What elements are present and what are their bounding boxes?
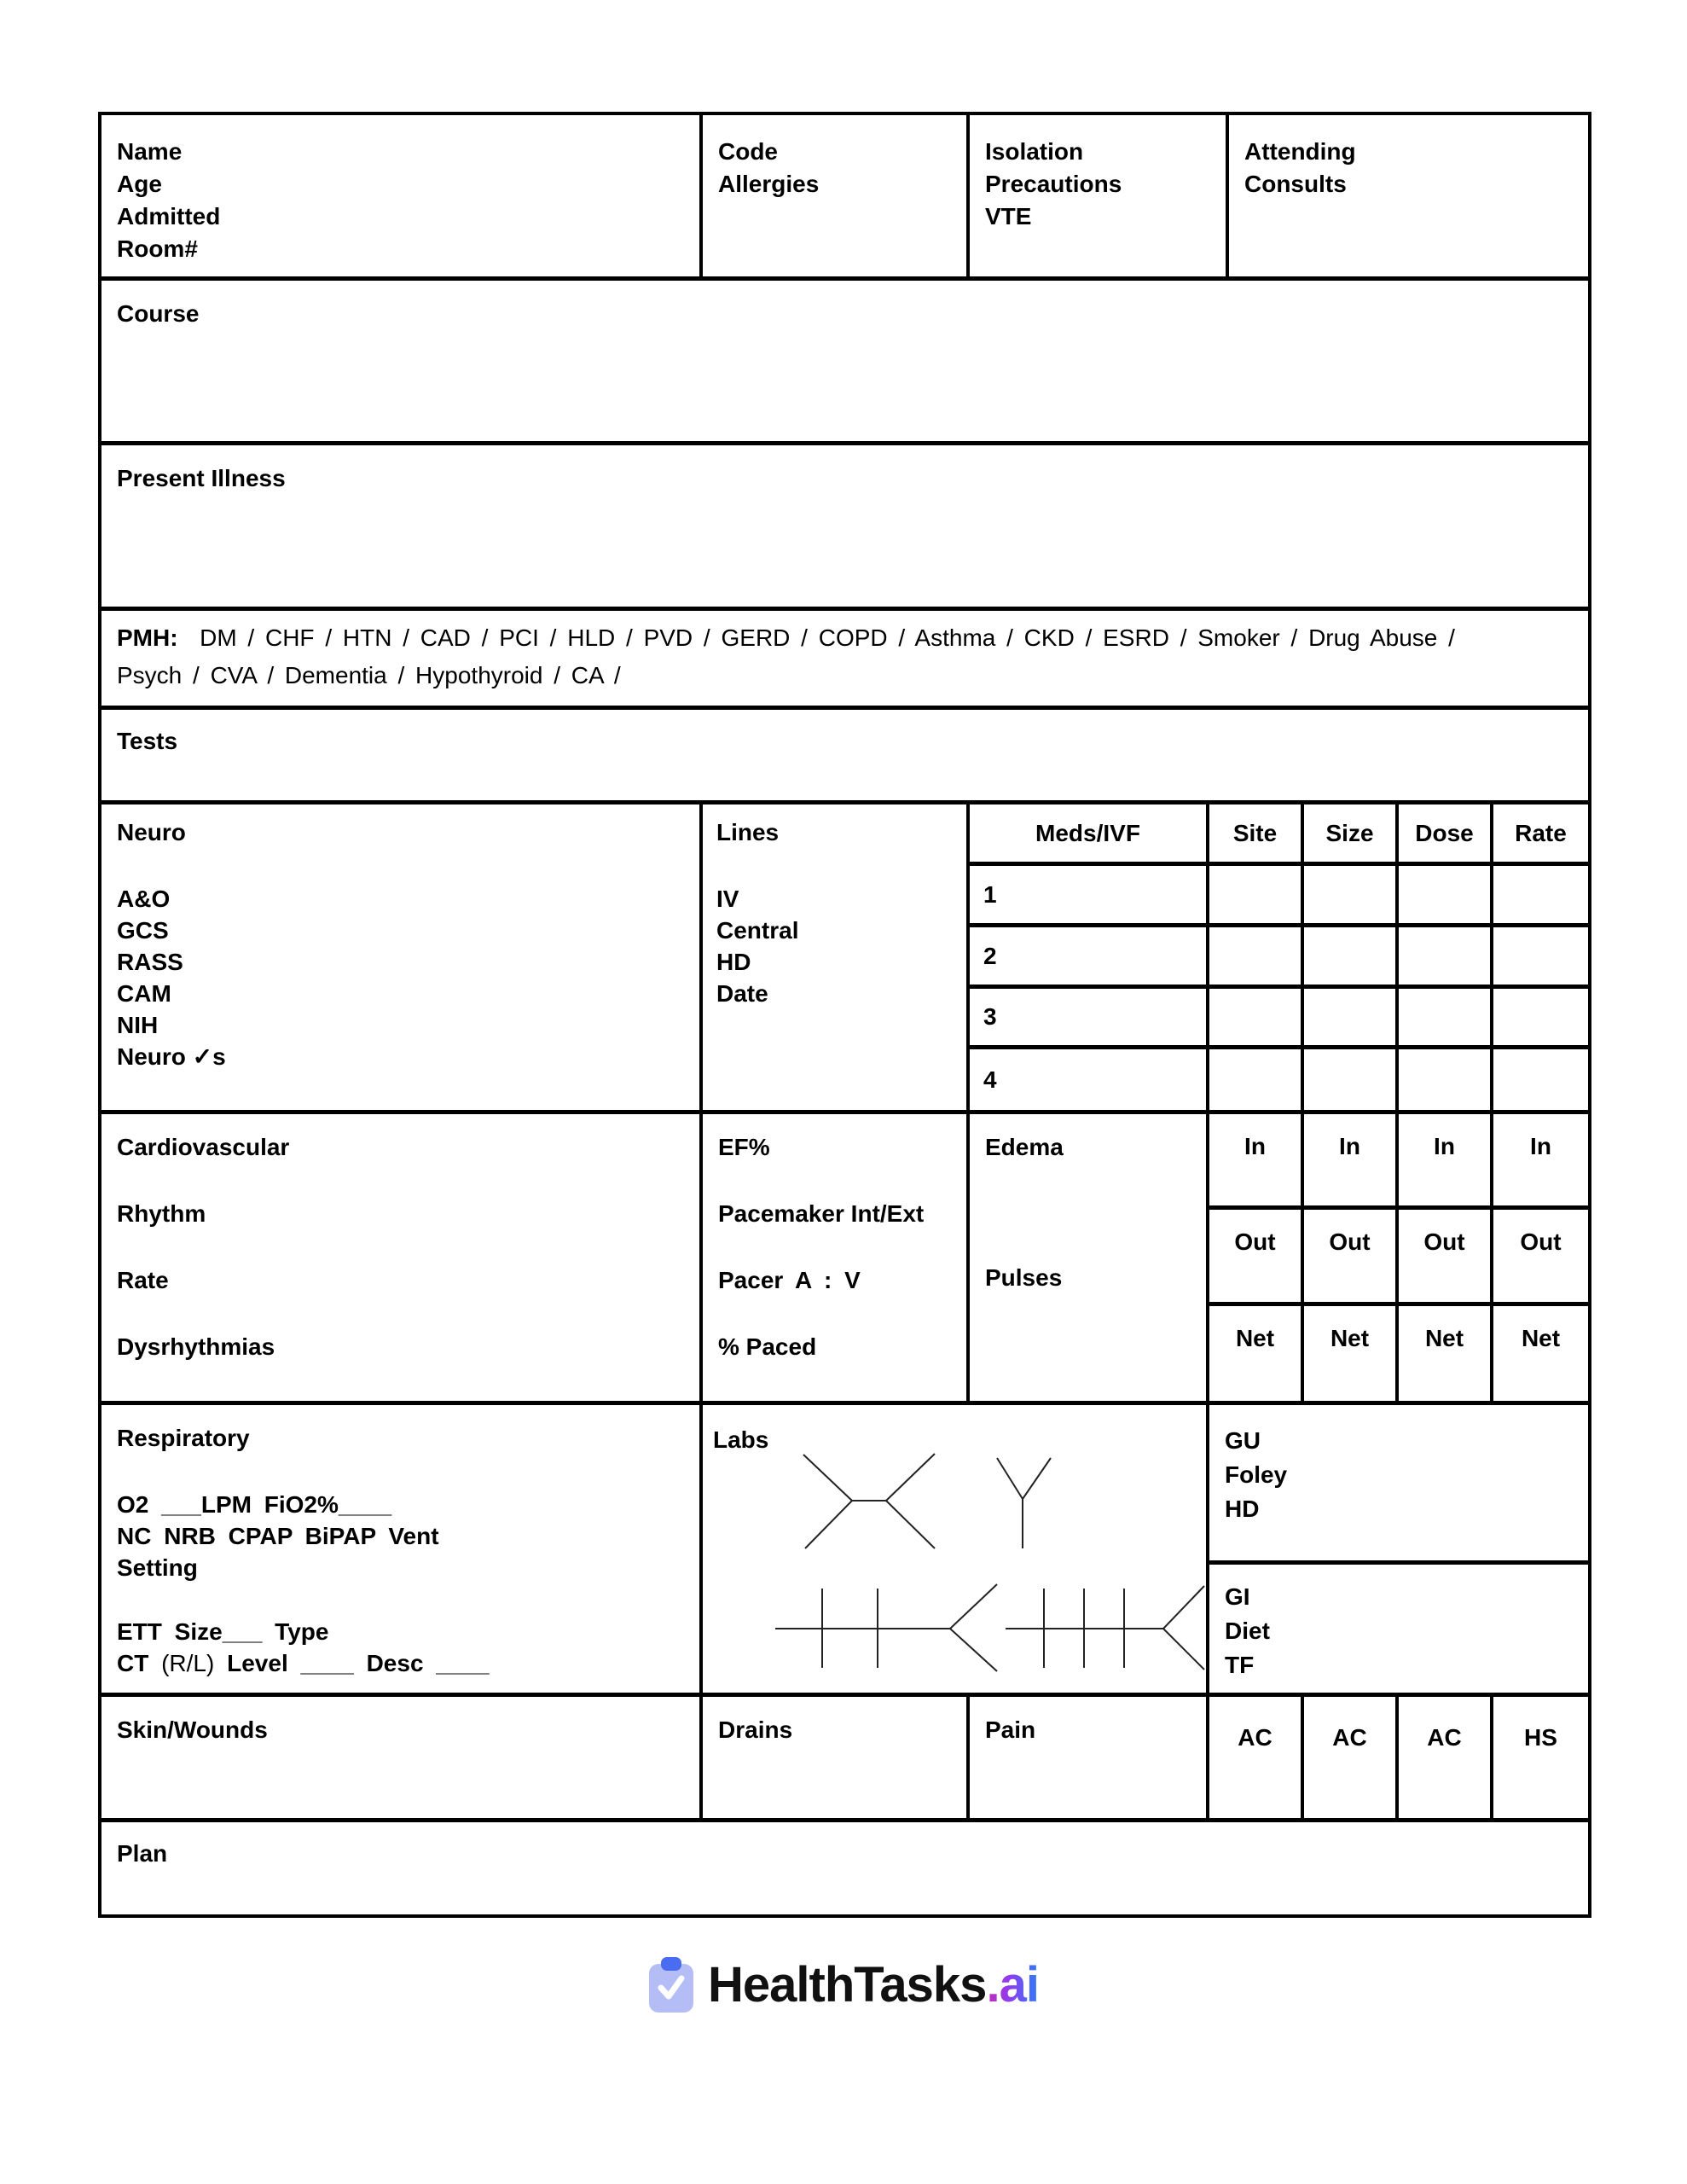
setting-label: Setting [117, 1554, 198, 1581]
y-fishbone-diagram [997, 1458, 1051, 1548]
oxygen-modes-line: NC NRB CPAP BiPAP Vent [117, 1523, 439, 1549]
in-cell: In [1399, 1114, 1493, 1205]
net-cell: Net [1399, 1306, 1493, 1401]
out-cell: Out [1304, 1210, 1399, 1301]
skin-row [101, 1697, 1588, 1822]
ac-cell: AC [1209, 1697, 1304, 1818]
meds-dose-cell [1399, 866, 1493, 923]
meds-row-2 [970, 927, 1588, 989]
neuro-item-rass: RASS [117, 949, 183, 975]
age-label: Age [117, 171, 162, 197]
neuro-item-gcs: GCS [117, 917, 169, 944]
output-row [1209, 1210, 1588, 1305]
isolation-cell [970, 115, 1229, 276]
neuro-items [117, 883, 684, 1072]
percent-paced-label: % Paced [718, 1333, 817, 1360]
lab-fishbone-diagrams [703, 1405, 1206, 1693]
clipboard-check-icon [648, 1955, 694, 2013]
meds-site-cell [1209, 989, 1304, 1045]
gi-cell [1209, 1565, 1588, 1693]
pacer-av-label: Pacer A : V [718, 1267, 861, 1293]
tests-cell [101, 710, 1588, 800]
size-column-header: Size [1304, 804, 1399, 862]
ett-size-line: ETT Size___ Type [117, 1618, 329, 1645]
attending-label: Attending [1244, 138, 1356, 165]
brand-suffix: .ai [986, 1956, 1039, 2013]
net-cell: Net [1304, 1306, 1399, 1401]
intake-row [1209, 1114, 1588, 1210]
meds-rate-cell [1493, 989, 1588, 1045]
ct-level-desc-label: Level ____ Desc ____ [227, 1650, 490, 1676]
labs-label: Labs [713, 1426, 769, 1453]
cbc-fishbone-diagram [803, 1454, 935, 1548]
pmh-label: PMH: [117, 624, 178, 651]
ct-rl-label: (R/L) [161, 1650, 215, 1676]
ac-cell: AC [1304, 1697, 1399, 1818]
neuro-item-ao: A&O [117, 886, 171, 912]
respiratory-row [101, 1405, 1588, 1697]
meds-size-cell [1304, 1049, 1399, 1110]
meds-site-cell [1209, 1049, 1304, 1110]
diet-label: Diet [1225, 1618, 1270, 1645]
meds-row-number: 4 [970, 1049, 1209, 1110]
net-row [1209, 1306, 1588, 1401]
lines-cell [703, 804, 970, 1110]
drains-cell [703, 1697, 970, 1818]
meds-row-4 [970, 1049, 1588, 1110]
isolation-label: Isolation [985, 138, 1084, 165]
rhythm-label: Rhythm [117, 1200, 206, 1227]
meds-ivf-block [970, 804, 1588, 1110]
site-column-header: Site [1209, 804, 1304, 862]
brand-name: HealthTasks [708, 1956, 987, 2013]
gi-section [1209, 1565, 1588, 1693]
drains-label: Drains [718, 1716, 793, 1743]
code-allergies-cell [703, 115, 970, 276]
respiratory-title: Respiratory [117, 1425, 250, 1451]
out-cell: Out [1520, 1228, 1562, 1256]
meds-rate-cell [1493, 1049, 1588, 1110]
skin-wounds-cell [101, 1697, 703, 1818]
meds-row-number: 2 [970, 927, 1209, 985]
edema-pulses-cell [970, 1114, 1209, 1401]
ef-pacer-cell [703, 1114, 970, 1401]
neuro-item-checks: Neuro ✓s [117, 1043, 226, 1070]
course-cell [101, 281, 1588, 441]
header-row [101, 115, 1588, 281]
plan-row [101, 1822, 1588, 1914]
hs-cell: HS [1524, 1724, 1557, 1751]
pmh-row [101, 611, 1588, 710]
meds-header-row [970, 804, 1588, 866]
pmh-history-list-1: DM / CHF / HTN / CAD / PCI / HLD / PVD / GERD / COPD / Asthma / CKD / ESRD / Smoker / Drug Abuse / [200, 624, 1455, 651]
healthtasks-logo [0, 1955, 1687, 2013]
present-illness-row [101, 445, 1588, 611]
gu-gi-block [1209, 1405, 1588, 1693]
gu-cell [1209, 1405, 1588, 1560]
room-label: Room# [117, 235, 198, 262]
respiratory-cell [101, 1405, 703, 1693]
rate-label: Rate [117, 1267, 169, 1293]
gu-label: GU [1225, 1427, 1261, 1454]
meds-rate-cell [1493, 866, 1588, 923]
o2-fio2-line: O2 ___LPM FiO2%____ [117, 1491, 392, 1518]
cardiovascular-cell [101, 1114, 703, 1401]
meds-row-number: 1 [970, 866, 1209, 923]
bmp-fishbone-diagram [775, 1584, 997, 1671]
tests-label: Tests [117, 728, 178, 754]
pmh-cell [101, 611, 1588, 706]
net-cell: Net [1209, 1306, 1304, 1401]
pmh-line-2: Psych / CVA / Dementia / Hypothyroid / CA / [117, 662, 621, 688]
cardiovascular-row [101, 1114, 1588, 1405]
meds-size-cell [1304, 989, 1399, 1045]
out-cell: Out [1399, 1210, 1493, 1301]
tests-row [101, 710, 1588, 804]
bmp-fishbone-diagram [1006, 1586, 1204, 1670]
brand-wordmark [708, 1956, 1039, 2013]
gi-label: GI [1225, 1583, 1250, 1611]
lines-items [716, 883, 953, 1009]
pulses-label: Pulses [985, 1264, 1063, 1291]
consults-label: Consults [1244, 171, 1347, 197]
labs-cell [703, 1405, 1209, 1693]
dysrhythmias-label: Dysrhythmias [117, 1333, 275, 1360]
meds-dose-cell [1399, 1049, 1493, 1110]
meds-dose-cell [1399, 989, 1493, 1045]
present-illness-cell [101, 445, 1588, 607]
meds-site-cell [1209, 866, 1304, 923]
meds-row-number: 3 [970, 989, 1209, 1045]
vte-label: VTE [985, 203, 1032, 229]
pacemaker-label: Pacemaker Int/Ext [718, 1200, 925, 1227]
meds-size-cell [1304, 927, 1399, 985]
lines-title: Lines [716, 819, 780, 845]
hd-label: HD [1225, 1496, 1260, 1522]
course-row [101, 281, 1588, 445]
rate-column-header: Rate [1515, 819, 1567, 846]
neuro-item-cam: CAM [117, 980, 171, 1007]
meds-ivf-title: Meds/IVF [970, 804, 1209, 862]
neuro-title: Neuro [117, 819, 186, 845]
lines-item-central: Central [716, 917, 799, 944]
meds-size-cell [1304, 866, 1399, 923]
ac-cell: AC [1399, 1697, 1493, 1818]
ef-label: EF% [718, 1134, 770, 1160]
lines-item-date: Date [716, 980, 768, 1007]
meds-rate-cell [1493, 927, 1588, 985]
neuro-cell [101, 804, 703, 1110]
cardiovascular-title: Cardiovascular [117, 1134, 290, 1160]
plan-cell [101, 1822, 1588, 1914]
pmh-line-1 [117, 619, 1573, 657]
neuro-row [101, 804, 1588, 1114]
allergies-label: Allergies [718, 171, 820, 197]
code-label: Code [718, 138, 778, 165]
in-cell: In [1530, 1133, 1551, 1159]
plan-label: Plan [117, 1840, 168, 1867]
patient-info-cell [101, 115, 703, 276]
out-cell: Out [1209, 1210, 1304, 1301]
meds-row-1 [970, 866, 1588, 927]
meds-dose-cell [1399, 927, 1493, 985]
net-cell: Net [1521, 1324, 1561, 1351]
foley-label: Foley [1225, 1461, 1288, 1488]
intake-output-block [1209, 1114, 1588, 1401]
present-illness-label: Present Illness [117, 465, 286, 491]
meds-site-cell [1209, 927, 1304, 985]
in-cell: In [1209, 1114, 1304, 1205]
course-label: Course [117, 300, 200, 327]
tf-label: TF [1225, 1652, 1255, 1679]
attending-cell [1229, 115, 1588, 276]
neuro-item-nih: NIH [117, 1012, 159, 1038]
skin-wounds-label: Skin/Wounds [117, 1716, 268, 1743]
pain-cell [970, 1697, 1209, 1818]
lines-item-hd: HD [716, 949, 751, 975]
precautions-label: Precautions [985, 171, 1122, 197]
name-label: Name [117, 138, 183, 165]
in-cell: In [1304, 1114, 1399, 1205]
dose-column-header: Dose [1399, 804, 1493, 862]
meds-row-3 [970, 989, 1588, 1049]
lines-item-iv: IV [716, 886, 739, 912]
chest-tube-line [117, 1647, 684, 1679]
ct-label: CT [117, 1650, 149, 1676]
admitted-label: Admitted [117, 203, 221, 229]
nursing-report-table [98, 112, 1591, 1918]
gu-section [1209, 1405, 1588, 1565]
pain-label: Pain [985, 1716, 1036, 1743]
edema-label: Edema [985, 1134, 1064, 1160]
